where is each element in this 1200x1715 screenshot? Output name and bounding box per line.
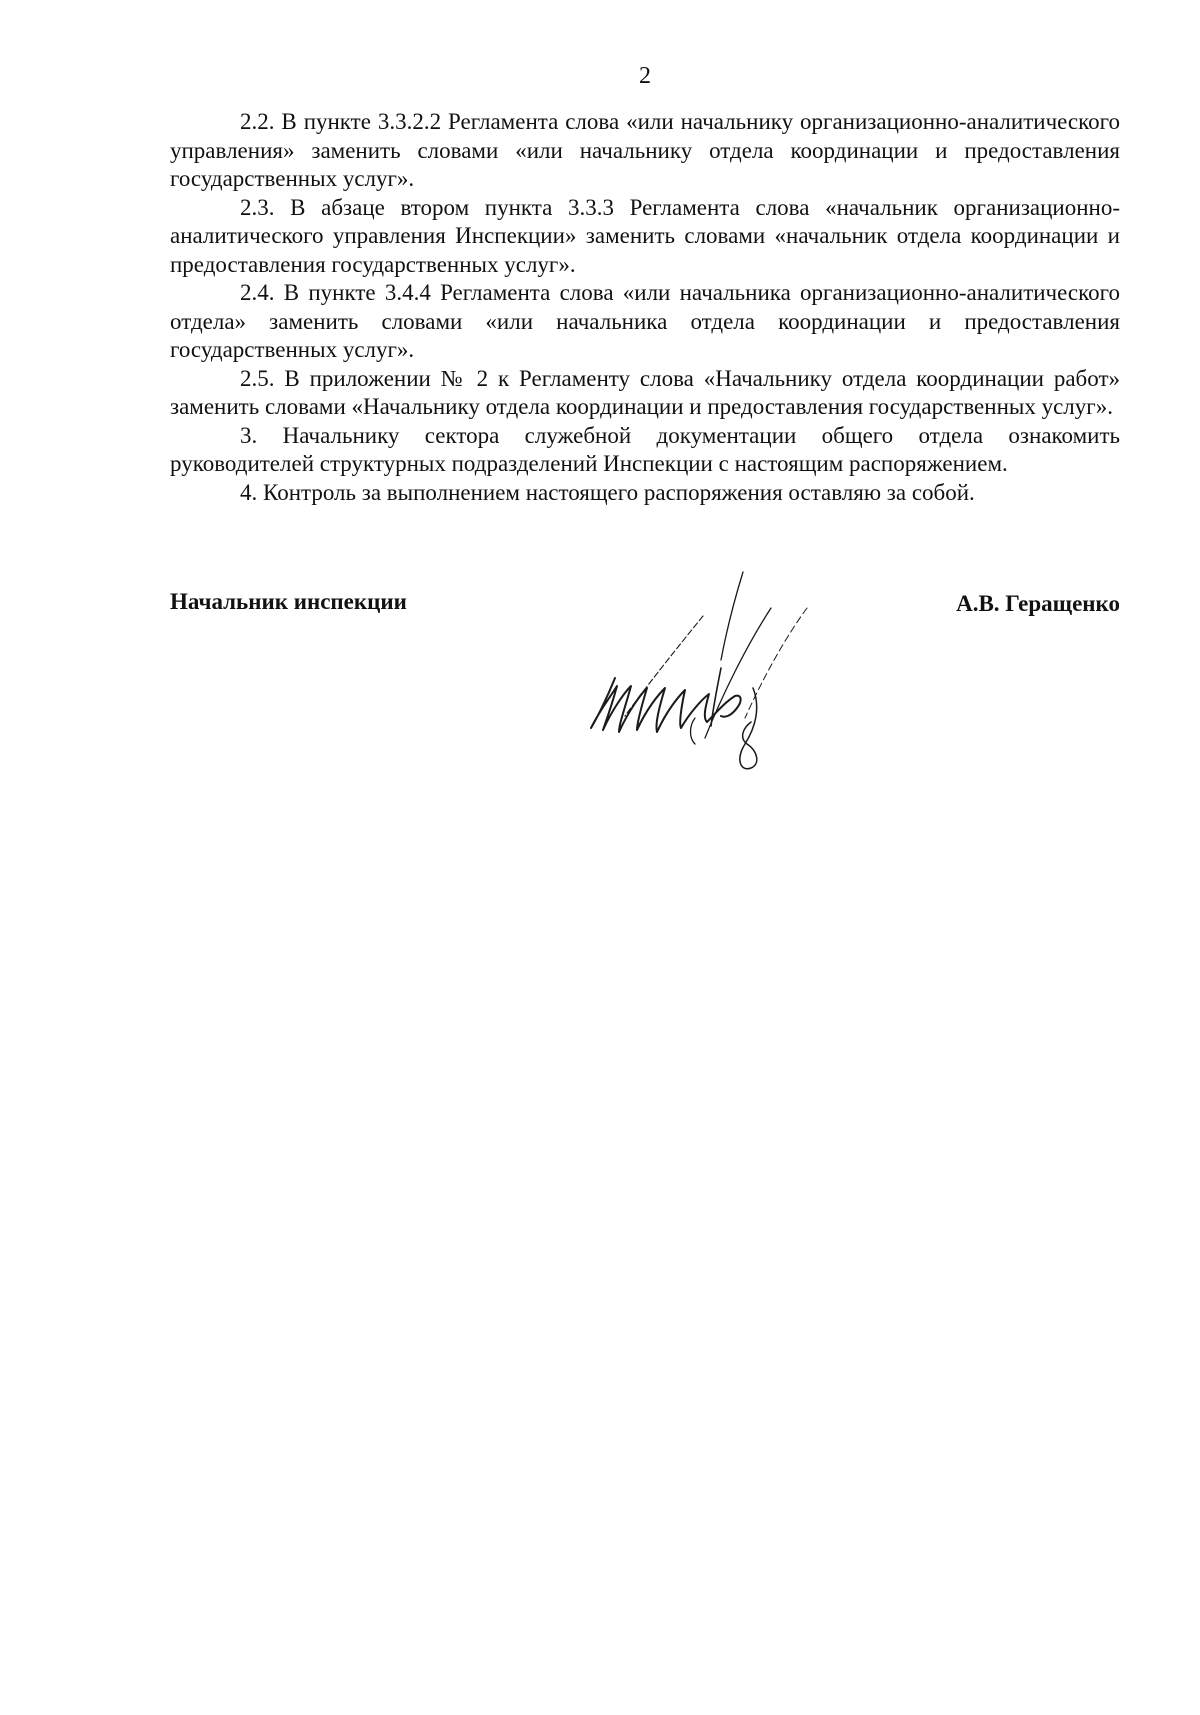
handwritten-signature [585, 568, 845, 778]
paragraph-4: 4. Контроль за выполнением настоящего распоряжения оставляю за собой. [240, 479, 975, 505]
document-body [170, 108, 1120, 507]
signature-block [170, 588, 1120, 788]
paragraph-2-4: 2.4. В пункте 3.4.4 Регламента слова «или начальника организационно-аналитического отдела» заменить словами «или начальника отдела координации и предоставления государственных услуг». [170, 280, 1120, 362]
paragraph-2-3: 2.3. В абзаце втором пункта 3.3.3 Регламента слова «начальник организационно-аналитического управления Инспекции» заменить словами «начальник отдела координации и предоставления государственных услуг». [170, 194, 1120, 277]
signatory-title: Начальник инспекции [170, 589, 407, 614]
page-number: 2 [639, 63, 651, 89]
signatory-name: А.В. Геращенко [956, 591, 1120, 616]
paragraph-3: 3. Начальнику сектора служебной документации общего отдела ознакомить руководителей структурных подразделений Инспекции с настоящим распоряжением. [170, 422, 1120, 476]
paragraph-2-2: 2.2. В пункте 3.3.2.2 Регламента слова «или начальнику организационно-аналитического управления» заменить словами «или начальнику отдела координации и предоставления государственных услуг». [170, 109, 1120, 191]
paragraph-2-5: 2.5. В приложении № 2 к Регламенту слова «Начальнику отдела координации работ» заменить словами «Начальнику отдела координации и предоставления государственных услуг». [170, 365, 1120, 419]
